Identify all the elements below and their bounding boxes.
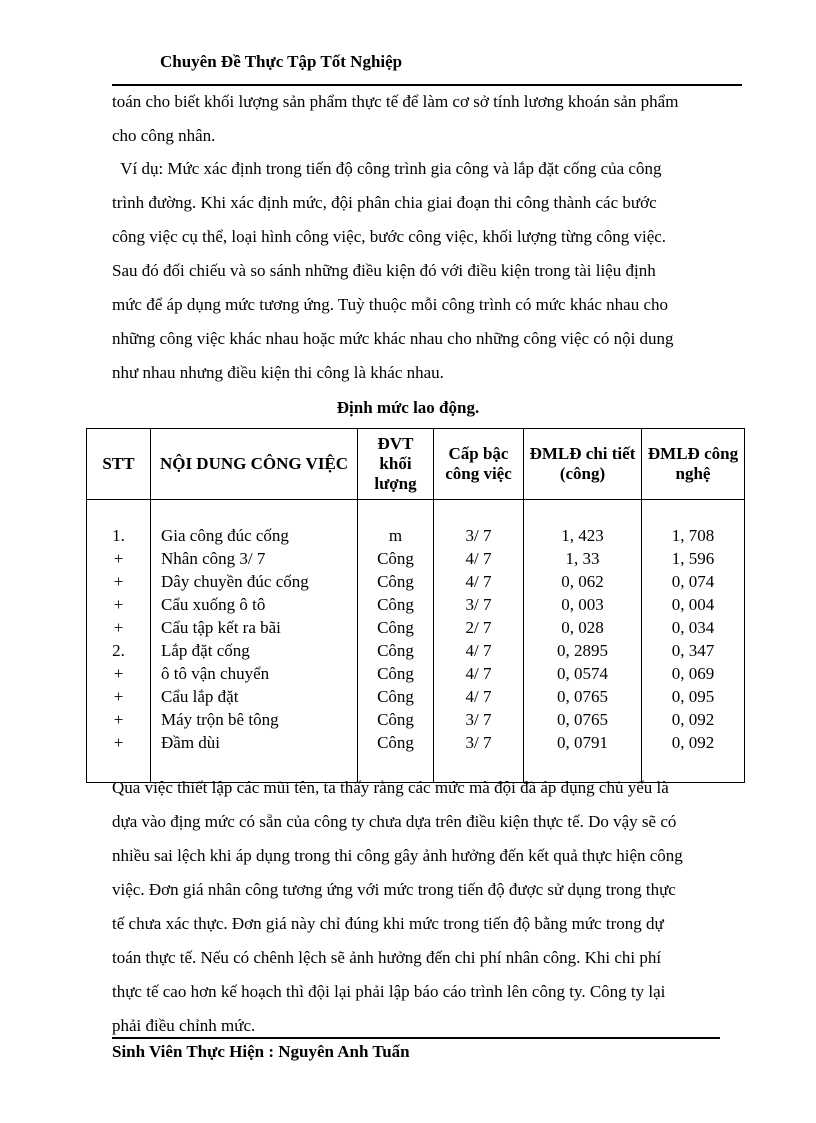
cell-stt: + bbox=[87, 708, 151, 731]
labor-norms-table bbox=[86, 428, 745, 783]
text-line: cho công nhân. bbox=[112, 126, 216, 145]
cell-detail: 0, 0791 bbox=[524, 731, 642, 754]
cell-detail: 0, 2895 bbox=[524, 639, 642, 662]
cell-detail: 0, 0574 bbox=[524, 662, 642, 685]
cell-content: Cẩu tập kết ra bãi bbox=[151, 616, 358, 639]
paragraph-intro bbox=[112, 85, 752, 153]
cell-grade: 4/ 7 bbox=[434, 639, 524, 662]
footer-author: Sinh Viên Thực Hiện : Nguyên Anh Tuấn bbox=[112, 1042, 410, 1061]
cell-grade: 3/ 7 bbox=[434, 593, 524, 616]
cell-stt: 1. bbox=[87, 524, 151, 547]
table-row bbox=[87, 731, 745, 754]
cell-unit: Công bbox=[358, 570, 434, 593]
cell-tech: 0, 092 bbox=[642, 708, 745, 731]
cell-tech: 0, 034 bbox=[642, 616, 745, 639]
text-line: Sau đó đối chiếu và so sánh những điều kiện đó với điều kiện trong tài liệu định bbox=[112, 261, 656, 280]
cell-tech: 0, 004 bbox=[642, 593, 745, 616]
cell-stt: + bbox=[87, 662, 151, 685]
page-header-title: Chuyên Đề Thực Tập Tốt Nghiệp bbox=[160, 52, 403, 71]
footer-divider bbox=[112, 1037, 720, 1039]
cell-content: Đầm dùi bbox=[151, 731, 358, 754]
table-row bbox=[87, 685, 745, 708]
cell-tech: 0, 074 bbox=[642, 570, 745, 593]
col-header-unit: ĐVT khối lượng bbox=[358, 429, 434, 500]
cell-unit: Công bbox=[358, 685, 434, 708]
table-row bbox=[87, 616, 745, 639]
cell-stt: + bbox=[87, 731, 151, 754]
cell-unit: Công bbox=[358, 662, 434, 685]
text-line: dựa vào địng mức có sẵn của công ty chưa dựa trên điều kiện thực tế. Do vậy sẽ có bbox=[112, 812, 677, 831]
table-row bbox=[87, 593, 745, 616]
text-line: những công việc khác nhau hoặc mức khác nhau cho những công việc có nội dung bbox=[112, 329, 674, 348]
text-line: việc. Đơn giá nhân công tương ứng với mức trong tiến độ được sử dụng trong thực bbox=[112, 880, 676, 899]
col-header-detail: ĐMLĐ chi tiết (công) bbox=[524, 429, 642, 500]
text-line: Qua việc thiết lập các mũi tên, ta thấy rằng các mức mà đội đã áp dụng chủ yếu là bbox=[112, 778, 669, 797]
cell-tech: 0, 092 bbox=[642, 731, 745, 754]
text-line: toán thực tế. Nếu có chênh lệch sẽ ảnh hưởng đến chi phí nhân công. Khi chi phí bbox=[112, 948, 662, 967]
cell-stt: + bbox=[87, 593, 151, 616]
cell-unit: Công bbox=[358, 731, 434, 754]
cell-stt: + bbox=[87, 570, 151, 593]
text-line: phải điều chỉnh mức. bbox=[112, 1016, 256, 1035]
cell-detail: 0, 062 bbox=[524, 570, 642, 593]
cell-stt: + bbox=[87, 685, 151, 708]
col-header-grade: Cấp bậc công việc bbox=[434, 429, 524, 500]
table-header-row bbox=[87, 429, 745, 500]
cell-stt: + bbox=[87, 547, 151, 570]
cell-detail: 0, 0765 bbox=[524, 685, 642, 708]
cell-content: Dây chuyền đúc cống bbox=[151, 570, 358, 593]
text-line: tế chưa xác thực. Đơn giá này chỉ đúng khi mức trong tiến độ bằng mức trong dự bbox=[112, 914, 664, 933]
table-spacer-row bbox=[87, 500, 745, 525]
cell-tech: 0, 069 bbox=[642, 662, 745, 685]
cell-detail: 1, 423 bbox=[524, 524, 642, 547]
table-row bbox=[87, 547, 745, 570]
cell-unit: Công bbox=[358, 708, 434, 731]
cell-grade: 2/ 7 bbox=[434, 616, 524, 639]
cell-unit: Công bbox=[358, 616, 434, 639]
cell-detail: 0, 028 bbox=[524, 616, 642, 639]
cell-grade: 4/ 7 bbox=[434, 662, 524, 685]
table-caption: Định mức lao động. bbox=[336, 398, 480, 417]
cell-tech: 0, 095 bbox=[642, 685, 745, 708]
cell-unit: Công bbox=[358, 547, 434, 570]
cell-tech: 1, 708 bbox=[642, 524, 745, 547]
cell-content: Gia công đúc cống bbox=[151, 524, 358, 547]
paragraph-example bbox=[112, 152, 752, 390]
text-line: nhiều sai lệch khi áp dụng trong thi công gây ảnh hưởng đến kết quả thực hiện công bbox=[112, 846, 683, 865]
cell-unit: Công bbox=[358, 639, 434, 662]
col-header-stt: STT bbox=[87, 429, 151, 500]
cell-grade: 3/ 7 bbox=[434, 731, 524, 754]
text-line: như nhau nhưng điều kiện thi công là khác nhau. bbox=[112, 363, 444, 382]
cell-detail: 0, 0765 bbox=[524, 708, 642, 731]
cell-detail: 0, 003 bbox=[524, 593, 642, 616]
cell-content: Lắp đặt cống bbox=[151, 639, 358, 662]
table-row bbox=[87, 570, 745, 593]
cell-stt: 2. bbox=[87, 639, 151, 662]
text-line: trình đường. Khi xác định mức, đội phân chia giai đoạn thi công thành các bước bbox=[112, 193, 657, 212]
cell-tech: 1, 596 bbox=[642, 547, 745, 570]
cell-grade: 4/ 7 bbox=[434, 685, 524, 708]
text-line: thực tế cao hơn kế hoạch thì đội lại phải lập báo cáo trình lên công ty. Công ty lại bbox=[112, 982, 666, 1001]
cell-content: ô tô vận chuyển bbox=[151, 662, 358, 685]
cell-grade: 4/ 7 bbox=[434, 547, 524, 570]
text-line: Ví dụ: Mức xác định trong tiến độ công trình gia công và lắp đặt cống của công bbox=[112, 159, 662, 178]
cell-grade: 3/ 7 bbox=[434, 524, 524, 547]
cell-content: Cẩu xuống ô tô bbox=[151, 593, 358, 616]
text-line: công việc cụ thể, loại hình công việc, bước công việc, khối lượng từng công việc. bbox=[112, 227, 667, 246]
table-row bbox=[87, 662, 745, 685]
cell-content: Máy trộn bê tông bbox=[151, 708, 358, 731]
cell-detail: 1, 33 bbox=[524, 547, 642, 570]
cell-stt: + bbox=[87, 616, 151, 639]
cell-unit: m bbox=[358, 524, 434, 547]
cell-grade: 4/ 7 bbox=[434, 570, 524, 593]
col-header-content: NỘI DUNG CÔNG VIỆC bbox=[151, 429, 358, 500]
text-line: mức để áp dụng mức tương ứng. Tuỳ thuộc mỗi công trình có mức khác nhau cho bbox=[112, 295, 669, 314]
table-row bbox=[87, 708, 745, 731]
table-row bbox=[87, 639, 745, 662]
text-line: toán cho biết khối lượng sản phẩm thực tế để làm cơ sở tính lương khoán sản phẩm bbox=[112, 92, 679, 111]
cell-content: Cẩu lắp đặt bbox=[151, 685, 358, 708]
cell-tech: 0, 347 bbox=[642, 639, 745, 662]
cell-unit: Công bbox=[358, 593, 434, 616]
cell-content: Nhân công 3/ 7 bbox=[151, 547, 358, 570]
col-header-tech: ĐMLĐ công nghệ bbox=[642, 429, 745, 500]
table-row bbox=[87, 524, 745, 547]
cell-grade: 3/ 7 bbox=[434, 708, 524, 731]
paragraph-conclusion bbox=[112, 771, 752, 1043]
